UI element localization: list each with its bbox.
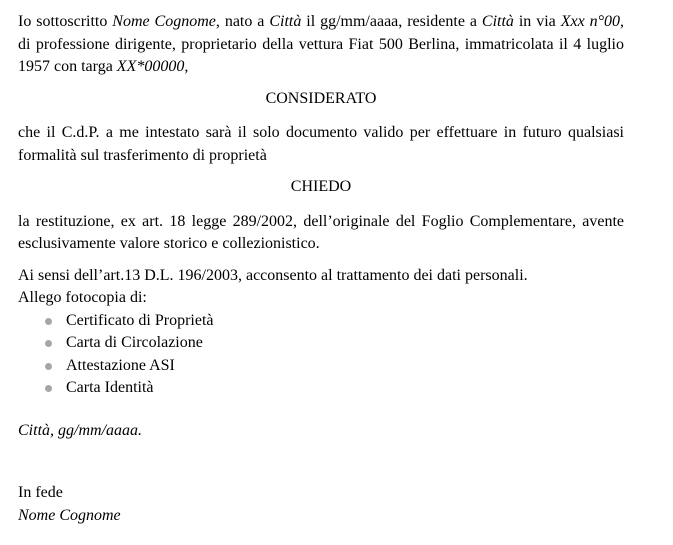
bullet-icon <box>45 340 52 347</box>
place-date-text: Città, gg/mm/aaaa. <box>18 421 143 439</box>
chiedo-heading: CHIEDO <box>290 178 352 195</box>
residence-city: Città <box>481 13 514 30</box>
bullet-icon <box>45 363 52 370</box>
list-item <box>18 310 624 333</box>
intro-text: in via <box>513 13 561 30</box>
considerato-heading: CONSIDERATO <box>265 89 377 107</box>
declarant-name: Nome Cognome <box>112 13 216 30</box>
signature-name <box>18 505 624 528</box>
attachments-list <box>18 310 624 400</box>
attachment-label: Carta di Circolazione <box>66 334 203 351</box>
attachment-label: Carta Identità <box>66 379 154 396</box>
privacy-consent: Ai sensi dell’art.13 D.L. 196/2003, acconsento al trattamento dei dati personali. <box>18 266 528 284</box>
intro-text: , <box>184 58 189 75</box>
intro-paragraph <box>18 11 624 79</box>
intro-text: il gg/mm/aaaa, residente a <box>301 13 482 30</box>
list-item <box>18 377 624 400</box>
attachment-label: Certificato di Proprietà <box>66 311 214 329</box>
street-address: Xxx n°00 <box>560 13 621 30</box>
intro-text: Io sottoscritto <box>18 13 113 30</box>
intro-text: , di professione dirigente, proprietario della vettura Fiat 500 Berlina, immatricolata il 4 luglio 1957 con targa <box>18 13 625 75</box>
birth-city: Città <box>269 13 302 30</box>
considerato-paragraph: che il C.d.P. a me intestato sarà il solo documento valido per effettuare in futuro qualsiasi formalità sul trasferimento di proprietà <box>18 124 624 164</box>
closing-formula: In fede <box>18 484 63 501</box>
bullet-icon <box>45 318 52 325</box>
letter-page <box>18 11 624 527</box>
intro-text: , nato a <box>215 13 270 30</box>
signature-name-text: Nome Cognome <box>18 506 121 524</box>
attachment-label: Attestazione ASI <box>66 356 175 374</box>
chiedo-paragraph: la restituzione, ex art. 18 legge 289/2002, dell’originale del Foglio Complementare, avente esclusivamente valore storico e collezionistico. <box>18 212 624 252</box>
list-item <box>18 355 624 378</box>
place-date <box>18 420 624 443</box>
list-item <box>18 332 624 355</box>
bullet-icon <box>45 385 52 392</box>
license-plate: XX*00000 <box>116 58 185 75</box>
attachments-intro: Allego fotocopia di: <box>18 289 147 306</box>
